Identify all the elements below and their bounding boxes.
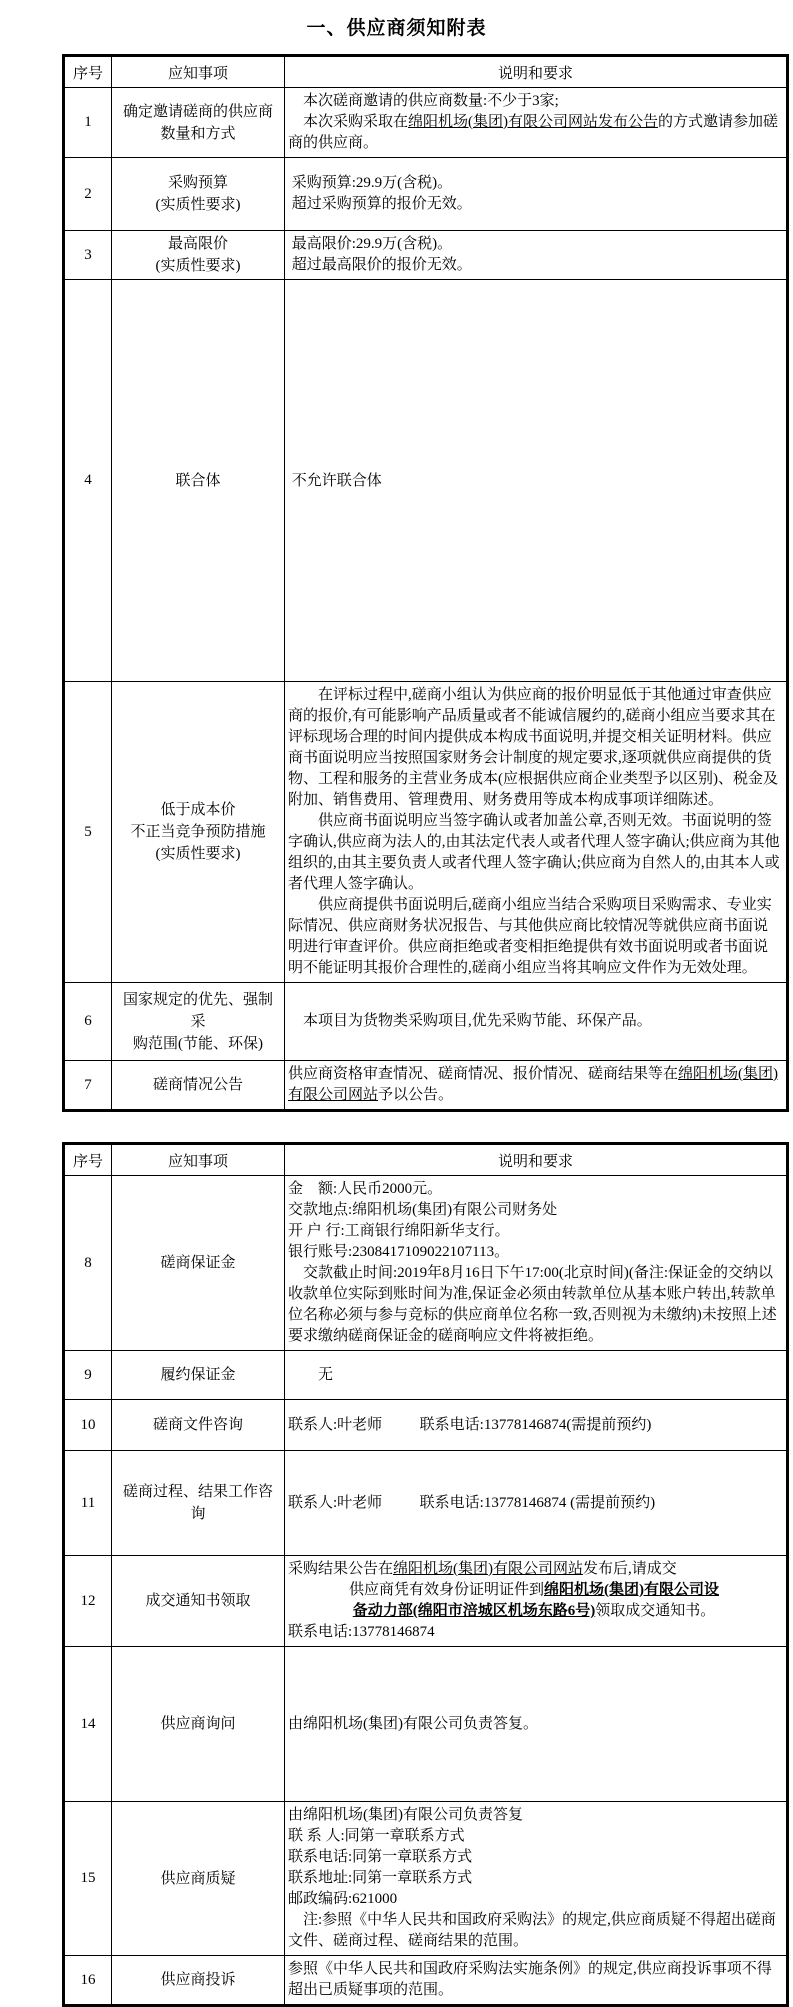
notice-item bbox=[112, 1400, 285, 1451]
column-header: 序号 bbox=[64, 56, 112, 88]
notice-item bbox=[112, 682, 285, 983]
notice-description bbox=[285, 1556, 788, 1647]
text-segment: 本次采购采取在 bbox=[303, 114, 409, 130]
description-paragraph bbox=[288, 1601, 780, 1622]
text-segment: 邮政编码:621000 bbox=[288, 1891, 398, 1907]
table-row bbox=[64, 1351, 788, 1400]
table-row bbox=[64, 1956, 788, 2006]
text-segment: 绵阳机场(集团)有限公司网站 bbox=[393, 1561, 584, 1577]
text-segment: 采购预算:29.9万(含税)。 bbox=[288, 175, 453, 191]
notice-item-line: 供应商询问 bbox=[160, 1716, 236, 1732]
row-number: 9 bbox=[64, 1351, 112, 1400]
notice-item bbox=[112, 1956, 285, 2006]
notice-description bbox=[285, 1802, 788, 1956]
description-paragraph bbox=[288, 811, 780, 895]
row-number: 14 bbox=[64, 1647, 112, 1802]
column-header: 应知事项 bbox=[112, 1144, 285, 1176]
text-segment: 联 系 人:同第一章联系方式 bbox=[288, 1828, 465, 1844]
notice-item-line: 国家规定的优先、强制采 bbox=[122, 991, 273, 1030]
notice-item-line: 磋商保证金 bbox=[160, 1255, 236, 1271]
row-number: 3 bbox=[64, 231, 112, 280]
row-number: 8 bbox=[64, 1176, 112, 1351]
text-segment: 联系电话:13778146874 bbox=[288, 1624, 435, 1640]
row-number: 7 bbox=[64, 1061, 112, 1111]
notice-item bbox=[112, 1802, 285, 1956]
description-paragraph bbox=[288, 1826, 780, 1847]
row-number: 12 bbox=[64, 1556, 112, 1647]
column-header: 序号 bbox=[64, 1144, 112, 1176]
table-row bbox=[64, 88, 788, 158]
notice-item bbox=[112, 1556, 285, 1647]
notice-item bbox=[112, 1176, 285, 1351]
row-number: 5 bbox=[64, 682, 112, 983]
notice-item-line: 履约保证金 bbox=[160, 1367, 236, 1383]
text-segment: 发布后,请成交 bbox=[583, 1561, 677, 1577]
text-segment: 超过采购预算的报价无效。 bbox=[288, 196, 472, 212]
notice-description bbox=[285, 280, 788, 682]
header-row bbox=[64, 56, 788, 88]
description-paragraph bbox=[288, 234, 780, 255]
notice-item bbox=[112, 1061, 285, 1111]
table-row bbox=[64, 1400, 788, 1451]
description-paragraph bbox=[288, 194, 780, 215]
description-paragraph bbox=[288, 255, 780, 276]
text-segment: 最高限价:29.9万(含税)。 bbox=[288, 236, 453, 252]
notice-item bbox=[112, 88, 285, 158]
notice-item-line: 磋商文件咨询 bbox=[152, 1417, 243, 1433]
description-paragraph bbox=[288, 1559, 780, 1580]
notice-description bbox=[285, 1351, 788, 1400]
row-number: 1 bbox=[64, 88, 112, 158]
notice-description bbox=[285, 1061, 788, 1111]
text-segment: 的方式邀请参加磋商的供应商。 bbox=[288, 114, 779, 151]
notice-item-line: 数量和方式 bbox=[160, 125, 236, 142]
text-segment: 供应商凭有效身份证明证件到 bbox=[348, 1582, 544, 1598]
notice-item bbox=[112, 231, 285, 280]
text-segment: 绵阳机场(集团)有限公司设 bbox=[544, 1582, 719, 1598]
table-row bbox=[64, 158, 788, 231]
notice-description bbox=[285, 682, 788, 983]
description-paragraph bbox=[288, 1179, 780, 1200]
row-number: 10 bbox=[64, 1400, 112, 1451]
text-segment: 在评标过程中,磋商小组认为供应商的报价明显低于其他通过审查供应商的报价,有可能影响产品质量或者不能诚信履约的,磋商小组应当要求其在评标现场合理的时间内提供成本构成书面说明,并提交相关证明材料。供应商书面说明应当按照国家财务会计制度的规定要求,逐项就供应商提供的货物、工程和服务的主营业务成本(应根据供应商企业类型予以区别)、税金及附加、销售费用、管理费用、财务费用等成本构成事项详细陈述。 bbox=[288, 687, 778, 808]
description-paragraph bbox=[288, 1868, 780, 1889]
column-header: 说明和要求 bbox=[285, 1144, 788, 1176]
description-paragraph bbox=[288, 1200, 780, 1221]
table-row bbox=[64, 231, 788, 280]
description-paragraph bbox=[288, 1714, 780, 1734]
description-paragraph bbox=[288, 1011, 780, 1032]
notice-description bbox=[285, 231, 788, 280]
row-number: 11 bbox=[64, 1451, 112, 1556]
text-segment: 联系电话:同第一章联系方式 bbox=[288, 1849, 473, 1865]
description-paragraph bbox=[288, 1263, 780, 1347]
row-number: 4 bbox=[64, 280, 112, 682]
description-paragraph bbox=[288, 1847, 780, 1868]
notice-item bbox=[112, 158, 285, 231]
description-paragraph bbox=[288, 1622, 780, 1643]
text-segment: 交款地点:绵阳机场(集团)有限公司财务处 bbox=[288, 1202, 558, 1218]
description-paragraph bbox=[288, 1365, 780, 1386]
text-segment: 超过最高限价的报价无效。 bbox=[288, 257, 472, 273]
row-number: 6 bbox=[64, 983, 112, 1061]
notice-item-line: 最高限价 bbox=[167, 236, 228, 252]
notice-item-line: 磋商情况公告 bbox=[152, 1077, 243, 1093]
notice-item bbox=[112, 1351, 285, 1400]
description-paragraph bbox=[288, 468, 780, 494]
description-paragraph bbox=[288, 895, 780, 979]
notice-item bbox=[112, 983, 285, 1061]
description-paragraph bbox=[288, 1064, 780, 1106]
notice-description bbox=[285, 88, 788, 158]
row-number: 16 bbox=[64, 1956, 112, 2006]
text-segment: 予以公告。 bbox=[378, 1087, 454, 1103]
text-segment: 不允许联合体 bbox=[288, 472, 382, 489]
notice-item-line: 低于成本价 bbox=[160, 802, 236, 818]
notice-description bbox=[285, 1400, 788, 1451]
text-segment: 由绵阳机场(集团)有限公司负责答复 bbox=[288, 1807, 523, 1823]
row-number: 15 bbox=[64, 1802, 112, 1956]
notice-description bbox=[285, 983, 788, 1061]
description-paragraph bbox=[288, 1805, 780, 1826]
notice-item-line: 成交通知书领取 bbox=[145, 1593, 251, 1609]
notice-item-line: 确定邀请磋商的供应商 bbox=[122, 103, 273, 120]
text-segment: 绵阳机场(集团)有限公司网站发布公告 bbox=[408, 114, 659, 130]
text-segment: 交款截止时间:2019年8月16日下午17:00(北京时间)(备注:保证金的交纳以收款单位实际到账时间为准,保证金必须由转款单位从基本账户转出,转款单位名称必须与参与竞标的供应商单位名称一致,否则视为未缴纳)未按照上述要求缴纳磋商保证金的磋商响应文件将被拒绝。 bbox=[288, 1265, 777, 1344]
notice-item bbox=[112, 1451, 285, 1556]
notice-item-line: 供应商质疑 bbox=[160, 1870, 236, 1887]
text-segment: 本项目为货物类采购项目,优先采购节能、环保产品。 bbox=[303, 1013, 652, 1029]
text-segment: 领取成交通知书。 bbox=[595, 1603, 716, 1619]
table-row bbox=[64, 1802, 788, 1956]
notice-description bbox=[285, 1451, 788, 1556]
supplier-notice-table-2 bbox=[62, 1142, 789, 2007]
table-row bbox=[64, 1556, 788, 1647]
row-number: 2 bbox=[64, 158, 112, 231]
notice-item-line: (实质性要求) bbox=[155, 258, 241, 274]
table-row bbox=[64, 682, 788, 983]
text-segment: 由绵阳机场(集团)有限公司负责答复。 bbox=[288, 1716, 538, 1732]
notice-item-line: 联合体 bbox=[175, 472, 221, 489]
text-segment: 供应商资格审查情况、磋商情况、报价情况、磋商结果等在 bbox=[288, 1066, 679, 1082]
text-segment: 采购结果公告在 bbox=[288, 1561, 394, 1577]
table-row bbox=[64, 983, 788, 1061]
table-row bbox=[64, 1176, 788, 1351]
text-segment: 开 户 行:工商银行绵阳新华支行。 bbox=[288, 1223, 510, 1239]
page-title: 一、供应商须知附表 bbox=[306, 18, 487, 39]
notice-item-line: 不正当竞争预防措施 bbox=[130, 824, 266, 840]
notice-item-line: 磋商过程、结果工作咨询 bbox=[122, 1484, 273, 1522]
text-segment: 绵阳机场(集团)有限公司网站 bbox=[288, 1066, 779, 1103]
description-paragraph bbox=[288, 1910, 780, 1952]
text-segment: 备动力部(绵阳市涪城区机场东路6号) bbox=[352, 1603, 596, 1619]
description-paragraph bbox=[288, 1242, 780, 1263]
description-paragraph bbox=[288, 1580, 780, 1601]
notice-item-line: (实质性要求) bbox=[155, 197, 241, 213]
table-row bbox=[64, 1647, 788, 1802]
notice-description bbox=[285, 1647, 788, 1802]
notice-description bbox=[285, 158, 788, 231]
notice-item-line: 购范围(节能、环保) bbox=[133, 1035, 263, 1052]
text-segment: 注:参照《中华人民共和国政府采购法》的规定,供应商质疑不得超出磋商文件、磋商过程、磋商结果的范围。 bbox=[288, 1912, 776, 1949]
notice-item-line: (实质性要求) bbox=[155, 846, 241, 862]
column-header: 应知事项 bbox=[112, 56, 285, 88]
text-segment: 联系地址:同第一章联系方式 bbox=[288, 1870, 473, 1886]
table-row bbox=[64, 1061, 788, 1111]
notice-item bbox=[112, 280, 285, 682]
notice-description bbox=[285, 1176, 788, 1351]
text-segment: 联系人:叶老师 联系电话:13778146874 (需提前预约) bbox=[288, 1494, 656, 1511]
text-segment: 供应商提供书面说明后,磋商小组应当结合采购项目采购需求、专业实际情况、供应商财务状况报告、与其他供应商比较情况等就供应商书面说明进行审查评价。供应商拒绝或者变相拒绝提供有效书面说明或者书面说明不能证明其报价合理性的,磋商小组应当将其响应文件作为无效处理。 bbox=[288, 897, 772, 976]
table-row bbox=[64, 1451, 788, 1556]
text-segment: 金 额:人民币2000元。 bbox=[288, 1181, 443, 1197]
description-paragraph bbox=[288, 91, 780, 112]
notice-item bbox=[112, 1647, 285, 1802]
description-paragraph bbox=[288, 1492, 780, 1515]
description-paragraph bbox=[288, 112, 780, 154]
text-segment: 本次磋商邀请的供应商数量:不少于3家; bbox=[303, 93, 559, 109]
notice-description bbox=[285, 1956, 788, 2006]
notice-item-line: 供应商投诉 bbox=[160, 1972, 236, 1988]
header-row bbox=[64, 1144, 788, 1176]
text-segment: 参照《中华人民共和国政府采购法实施条例》的规定,供应商投诉事项不得超出已质疑事项的范围。 bbox=[288, 1961, 772, 1998]
supplier-notice-table-1 bbox=[62, 54, 789, 1112]
table-row bbox=[64, 280, 788, 682]
text-segment: 无 bbox=[318, 1366, 334, 1383]
text-segment: 银行账号:2308417109022107113。 bbox=[288, 1244, 510, 1260]
column-header: 说明和要求 bbox=[285, 56, 788, 88]
description-paragraph bbox=[288, 685, 780, 811]
description-paragraph bbox=[288, 1221, 780, 1242]
description-paragraph bbox=[288, 173, 780, 194]
description-paragraph bbox=[288, 1959, 780, 2001]
text-segment: 供应商书面说明应当签字确认或者加盖公章,否则无效。书面说明的签字确认,供应商为法人的,由其法定代表人或者代理人签字确认;供应商为其他组织的,由其主要负责人或者代理人签字确认;供应商为自然人的,由其本人或者代理人签字确认。 bbox=[288, 813, 780, 892]
text-segment: 联系人:叶老师 联系电话:13778146874(需提前预约) bbox=[288, 1416, 652, 1433]
description-paragraph bbox=[288, 1889, 780, 1910]
notice-item-line: 采购预算 bbox=[167, 175, 228, 191]
description-paragraph bbox=[288, 1415, 780, 1436]
